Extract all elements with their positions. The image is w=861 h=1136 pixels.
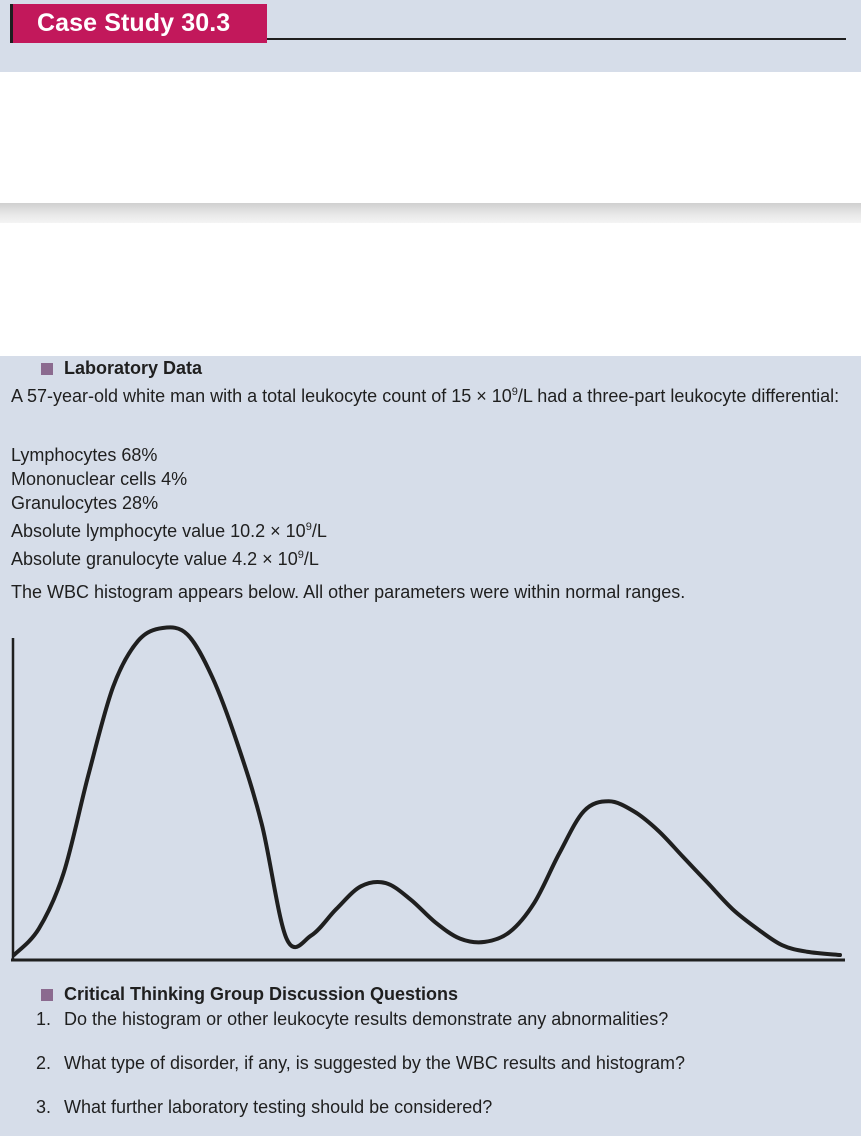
list-item-text: Absolute granulocyte value 4.2 × 10 — [11, 549, 298, 569]
list-item: Granulocytes 28% — [11, 493, 159, 513]
square-bullet-icon — [41, 989, 53, 1001]
question-item — [36, 1097, 492, 1118]
laboratory-data-heading — [41, 358, 202, 379]
histogram-curve — [14, 627, 840, 955]
question-item — [36, 1009, 668, 1030]
question-text: What further laboratory testing should be considered? — [64, 1097, 493, 1117]
list-item — [11, 547, 319, 571]
question-number: 1. — [36, 1009, 52, 1029]
question-number: 3. — [36, 1097, 52, 1117]
critical-thinking-heading — [41, 984, 458, 1005]
list-item — [11, 519, 327, 543]
divider-strip — [0, 203, 861, 223]
intro-exponent: 9 — [511, 386, 518, 398]
intro-text-end: /L had a three-part leukocyte differential: — [517, 386, 840, 406]
case-study-title: Case Study 30.3 — [10, 4, 267, 43]
list-item-text: Absolute lymphocyte value 10.2 × 10 — [11, 521, 306, 541]
intro-text: A 57-year-old white man with a total leukocyte count of 15 × 10 — [11, 386, 512, 406]
histogram-note: The WBC histogram appears below. All other parameters were within normal ranges. — [11, 582, 686, 602]
critical-heading-text: Critical Thinking Group Discussion Questions — [64, 984, 459, 1004]
list-item-unit: /L — [303, 549, 319, 569]
list-item: Lymphocytes 68% — [11, 445, 158, 465]
list-item-exponent: 9 — [297, 549, 304, 561]
list-item-exponent: 9 — [305, 521, 312, 533]
list-item-unit: /L — [311, 521, 327, 541]
title-rule — [267, 38, 846, 40]
question-number: 2. — [36, 1053, 52, 1073]
intro-paragraph — [11, 385, 851, 408]
question-text: What type of disorder, if any, is suggested by the WBC results and histogram? — [64, 1053, 685, 1073]
blank-area — [0, 72, 861, 203]
laboratory-heading-text: Laboratory Data — [64, 358, 203, 378]
square-bullet-icon — [41, 363, 53, 375]
list-item: Mononuclear cells 4% — [11, 469, 188, 489]
wbc-histogram-chart — [0, 610, 861, 970]
question-item — [36, 1053, 685, 1074]
question-text: Do the histogram or other leukocyte results demonstrate any abnormalities? — [64, 1009, 669, 1029]
